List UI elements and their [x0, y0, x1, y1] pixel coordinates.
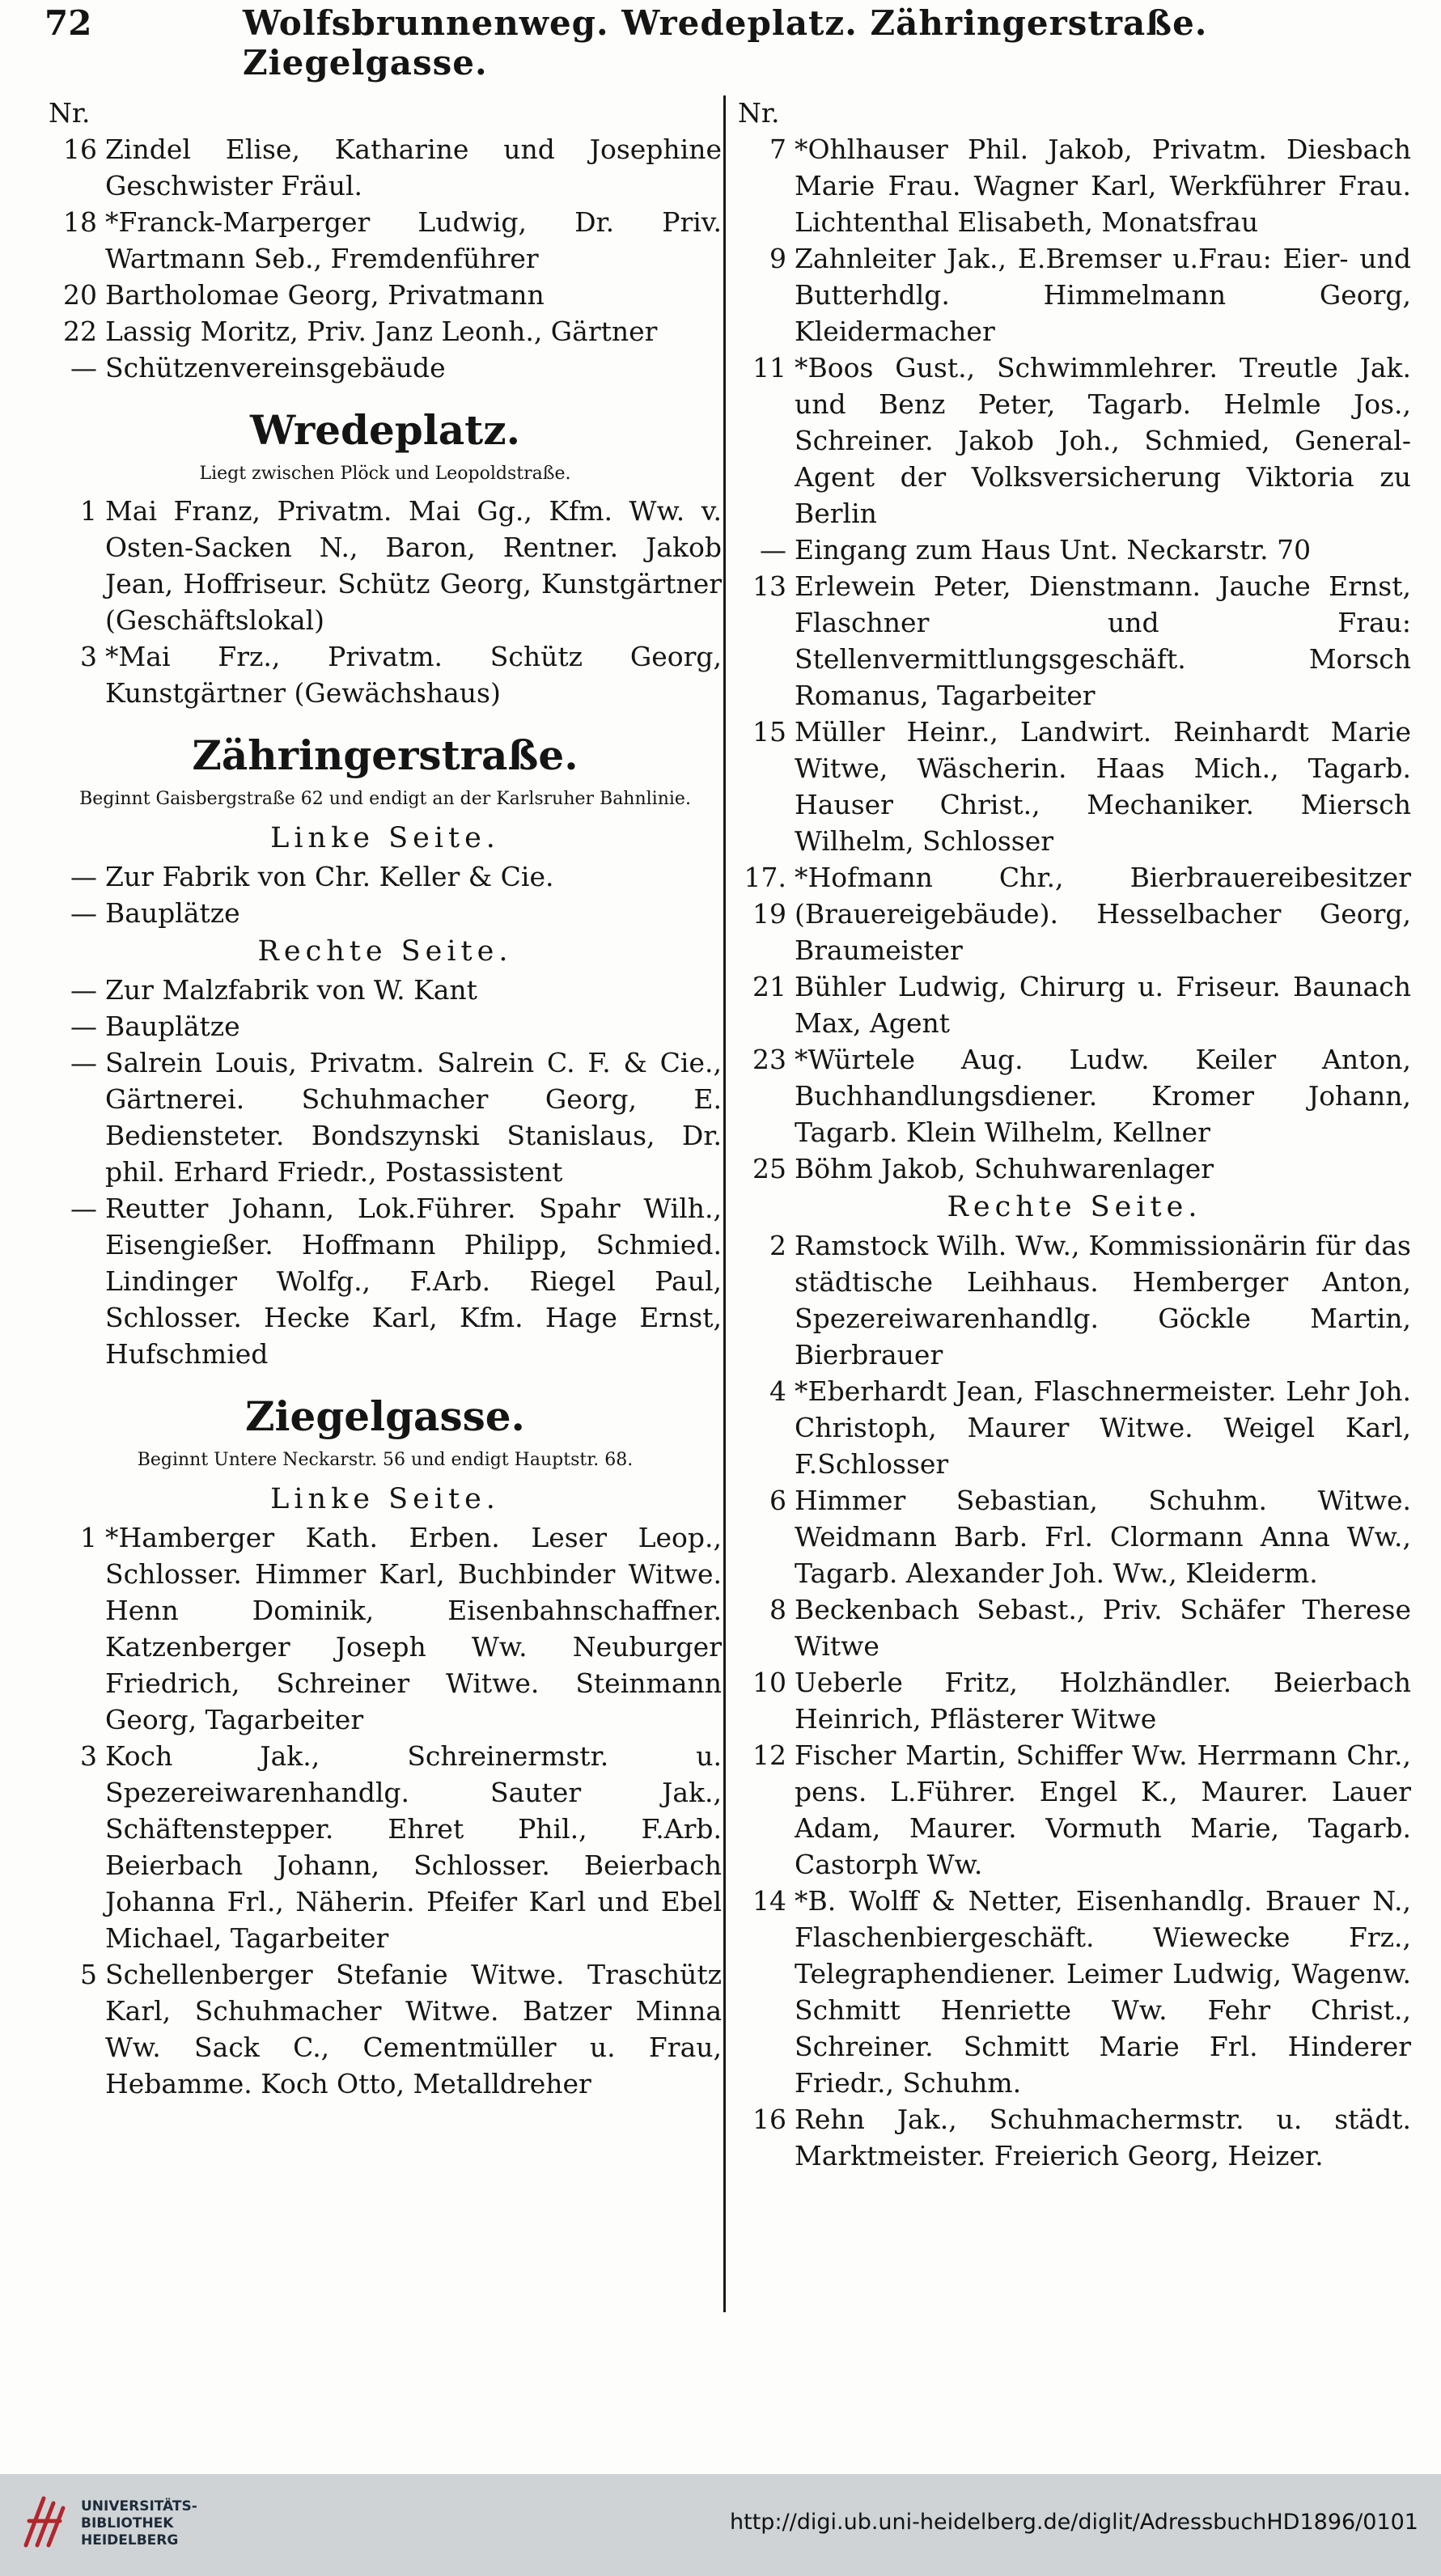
- entry-text: Beckenbach Sebast., Priv. Schäfer Therese Witwe: [795, 1594, 1411, 1662]
- directory-entry: [49, 972, 722, 1008]
- street-heading: Zähringerstraße.: [192, 731, 579, 779]
- page-header: [0, 0, 1441, 83]
- side-label: Rechte Seite.: [947, 1191, 1202, 1223]
- house-number: —: [760, 534, 786, 566]
- directory-entry: [738, 1737, 1411, 1883]
- directory-entry: [49, 350, 722, 386]
- house-number: 7: [769, 133, 786, 165]
- house-number: —: [70, 861, 97, 892]
- entry-text: *Ohlhauser Phil. Jakob, Privatm. Diesbach Marie Frau. Wagner Karl, Werkführer Frau. Lichtenthal Elisabeth, Monatsfrau: [795, 133, 1411, 238]
- side-label: Linke Seite.: [270, 822, 500, 854]
- house-number: 4: [769, 1375, 786, 1407]
- column-divider: [723, 95, 726, 2312]
- house-number: 2: [769, 1230, 786, 1261]
- house-number: 3: [80, 641, 97, 672]
- house-number: 3: [80, 1740, 97, 1772]
- house-number: 23: [752, 1044, 786, 1075]
- entry-text: Rehn Jak., Schuhmachermstr. u. städt. Marktmeister. Freierich Georg, Heizer.: [795, 2104, 1411, 2171]
- entry-text: Bühler Ludwig, Chirurg u. Friseur. Baunach Max, Agent: [795, 971, 1411, 1039]
- house-number: 1: [80, 1522, 97, 1553]
- house-number: —: [70, 974, 97, 1006]
- house-number: 16: [752, 2104, 786, 2135]
- house-number: 9: [769, 243, 786, 274]
- side-label: Rechte Seite.: [257, 935, 513, 968]
- number-column-header: Nr.: [49, 97, 91, 129]
- right-column: [738, 95, 1411, 2174]
- entry-text: *Boos Gust., Schwimmlehrer. Treutle Jak. und Benz Peter, Tagarb. Helmle Jos., Schreiner. Jakob Joh., Schmied, General-Agent der Volksversicherung Viktoria zu Berlin: [795, 352, 1411, 529]
- directory-entry: [738, 532, 1411, 568]
- entry-text: Reutter Johann, Lok.Führer. Spahr Wilh., Eisengießer. Hoffmann Philipp, Schmied. Lindinger Wolfg., F.Arb. Riegel Paul, Schlosser. Hecke Karl, Kfm. Hage Ernst, Hufschmied: [105, 1193, 722, 1370]
- entry-text: Zindel Elise, Katharine und Josephine Geschwister Fräul.: [105, 133, 722, 201]
- directory-entry: [738, 968, 1411, 1041]
- running-title: Wolfsbrunnenweg. Wredeplatz. Zähringerstraße. Ziegelgasse.: [243, 3, 1208, 83]
- house-number: 13: [752, 570, 786, 602]
- directory-entry: [49, 895, 722, 931]
- house-number: 1: [80, 495, 97, 527]
- entry-text: Ramstock Wilh. Ww., Kommissionärin für das städtische Leihhaus. Hemberger Anton, Spezereiwarenhandlg. Göckle Martin, Bierbrauer: [795, 1230, 1411, 1371]
- directory-entry: [49, 1044, 722, 1190]
- entry-text: *Hamberger Kath. Erben. Leser Leop., Schlosser. Himmer Karl, Buchbinder Witwe. Henn Dominik, Eisenbahnschaffner. Katzenberger Joseph Ww. Neuburger Friedrich, Schreiner Witwe. Steinmann Georg, Tagarbeiter: [105, 1522, 722, 1735]
- house-number: 6: [769, 1485, 786, 1516]
- house-number: 17. 19: [744, 862, 786, 930]
- house-number: 11: [752, 352, 786, 383]
- entry-text: Koch Jak., Schreinermstr. u. Spezereiwarenhandlg. Sauter Jak., Schäftenstepper. Ehret Phil., F.Arb. Beierbach Johann, Schlosser. Beierbach Johanna Frl., Näherin. Pfeifer Karl und Ebel Michael, Tagarbeiter: [105, 1740, 722, 1954]
- directory-entry: [49, 858, 722, 895]
- directory-entry: [49, 204, 722, 277]
- directory-entry: [738, 131, 1411, 240]
- entry-text: Erlewein Peter, Dienstmann. Jauche Ernst, Flaschner und Frau: Stellenvermittlungsgeschäft. Morsch Romanus, Tagarbeiter: [795, 570, 1411, 711]
- directory-entry: [49, 1190, 722, 1372]
- directory-entry: [738, 1883, 1411, 2101]
- house-number: 8: [769, 1594, 786, 1625]
- house-number: —: [70, 352, 97, 383]
- entry-text: Bauplätze: [105, 897, 240, 929]
- entry-text: *Würtele Aug. Ludw. Keiler Anton, Buchhandlungsdiener. Kromer Johann, Tagarb. Klein Wilhelm, Kellner: [795, 1044, 1411, 1148]
- library-name-line2: BIBLIOTHEK: [81, 2515, 174, 2532]
- entry-text: Zur Fabrik von Chr. Keller & Cie.: [105, 861, 554, 892]
- entry-text: *Franck-Marperger Ludwig, Dr. Priv. Wartmann Seb., Fremdenführer: [105, 206, 722, 274]
- entry-text: *Eberhardt Jean, Flaschnermeister. Lehr Joh. Christoph, Maurer Witwe. Weigel Karl, F.Schlosser: [795, 1375, 1411, 1480]
- house-number: 10: [752, 1667, 786, 1698]
- directory-entry: [49, 313, 722, 350]
- house-number: 15: [752, 716, 786, 748]
- entry-text: Fischer Martin, Schiffer Ww. Herrmann Chr., pens. L.Führer. Engel K., Maurer. Lauer Adam, Maurer. Vormuth Marie, Tagarb. Castorph Ww.: [795, 1739, 1411, 1880]
- directory-entry: [738, 240, 1411, 350]
- house-number: —: [70, 897, 97, 929]
- house-number: —: [70, 1193, 97, 1224]
- entry-text: *Hofmann Chr., Bierbrauereibesitzer (Brauereigebäude). Hesselbacher Georg, Braumeister: [795, 862, 1411, 966]
- directory-entry: [738, 1150, 1411, 1187]
- number-column-header: Nr.: [738, 97, 780, 129]
- entry-text: Ueberle Fritz, Holzhändler. Beierbach Heinrich, Pflästerer Witwe: [795, 1667, 1411, 1735]
- directory-entry: [738, 1482, 1411, 1591]
- page-number: 72: [45, 3, 92, 43]
- footer-bar: [0, 2474, 1441, 2576]
- entry-text: *Mai Frz., Privatm. Schütz Georg, Kunstgärtner (Gewächshaus): [105, 641, 722, 709]
- street-note: Liegt zwischen Plöck und Leopoldstraße.: [199, 464, 571, 484]
- library-name-line3: HEIDELBERG: [81, 2532, 179, 2548]
- directory-entry: [738, 1664, 1411, 1737]
- entry-text: *B. Wolff & Netter, Eisenhandlg. Brauer N., Flaschenbiergeschäft. Wiewecke Frz., Telegraphendiener. Leimer Ludwig, Wagenw. Schmitt Henriette Ww. Fehr Christ., Schreiner. Schmitt Marie Frl. Hinderer Friedr., Schuhm.: [795, 1885, 1411, 2099]
- directory-entry: [49, 493, 722, 638]
- house-number: —: [70, 1047, 97, 1078]
- house-number: 18: [63, 206, 97, 238]
- street-heading: Ziegelgasse.: [245, 1392, 525, 1440]
- entry-text: Zahnleiter Jak., E.Bremser u.Frau: Eier- und Butterhdlg. Himmelmann Georg, Kleidermacher: [795, 243, 1411, 347]
- directory-entry: [738, 568, 1411, 714]
- entry-text: Bauplätze: [105, 1010, 240, 1042]
- side-label: Linke Seite.: [270, 1483, 500, 1515]
- house-number: 25: [752, 1153, 786, 1184]
- directory-entry: [738, 859, 1411, 968]
- directory-entry: [49, 1738, 722, 1956]
- library-name-line1: UNIVERSITÄTS-: [81, 2498, 197, 2515]
- library-name: [81, 2498, 197, 2549]
- directory-entry: [49, 277, 722, 313]
- source-url-link[interactable]: http://digi.ub.uni-heidelberg.de/diglit/AdressbuchHD1896/0101: [730, 2510, 1418, 2535]
- house-number: 14: [752, 1885, 786, 1917]
- directory-entry: [738, 714, 1411, 859]
- directory-entry: [738, 1227, 1411, 1373]
- entry-text: Böhm Jakob, Schuhwarenlager: [795, 1153, 1214, 1184]
- university-logo-icon: [21, 2492, 68, 2550]
- directory-entry: [49, 1008, 722, 1044]
- directory-entry: [49, 1519, 722, 1738]
- directory-entry: [49, 131, 722, 204]
- directory-entry: [49, 638, 722, 711]
- entry-text: Eingang zum Haus Unt. Neckarstr. 70: [795, 534, 1312, 566]
- house-number: 16: [63, 133, 97, 165]
- entry-text: Salrein Louis, Privatm. Salrein C. F. & Cie., Gärtnerei. Schuhmacher Georg, E. Bediensteter. Bondszynski Stanislaus, Dr. phil. Erhard Friedr., Postassistent: [105, 1047, 722, 1188]
- entry-text: Lassig Moritz, Priv. Janz Leonh., Gärtner: [105, 316, 658, 347]
- left-column: [49, 95, 722, 2102]
- entry-text: Bartholomae Georg, Privatmann: [105, 279, 545, 311]
- street-heading: Wredeplatz.: [249, 406, 521, 454]
- entry-text: Müller Heinr., Landwirt. Reinhardt Marie Witwe, Wäscherin. Haas Mich., Tagarb. Hauser Christ., Mechaniker. Miersch Wilhelm, Schlosser: [795, 716, 1411, 857]
- entry-text: Mai Franz, Privatm. Mai Gg., Kfm. Ww. v. Osten-Sacken N., Baron, Rentner. Jakob Jean, Hoffriseur. Schütz Georg, Kunstgärtner (Geschäftslokal): [105, 495, 722, 636]
- house-number: 22: [63, 316, 97, 347]
- house-number: 21: [752, 971, 786, 1002]
- entry-text: Zur Malzfabrik von W. Kant: [105, 974, 477, 1006]
- house-number: —: [70, 1010, 97, 1042]
- house-number: 5: [80, 1959, 97, 1990]
- house-number: 12: [752, 1739, 786, 1771]
- house-number: 20: [63, 279, 97, 311]
- directory-entry: [738, 2101, 1411, 2174]
- entry-text: Schützenvereinsgebäude: [105, 352, 446, 383]
- street-note: Beginnt Untere Neckarstr. 56 und endigt Hauptstr. 68.: [137, 1450, 634, 1470]
- entry-text: Schellenberger Stefanie Witwe. Traschütz Karl, Schuhmacher Witwe. Batzer Minna Ww. Sack C., Cementmüller u. Frau, Hebamme. Koch Otto, Metalldreher: [105, 1959, 722, 2099]
- directory-entry: [738, 1591, 1411, 1664]
- entry-text: Himmer Sebastian, Schuhm. Witwe. Weidmann Barb. Frl. Clormann Anna Ww., Tagarb. Alexander Joh. Ww., Kleiderm.: [795, 1485, 1411, 1589]
- directory-entry: [738, 1373, 1411, 1482]
- street-note: Beginnt Gaisbergstraße 62 und endigt an der Karlsruher Bahnlinie.: [79, 789, 691, 809]
- directory-entry: [49, 1956, 722, 2102]
- directory-entry: [738, 350, 1411, 532]
- directory-entry: [738, 1041, 1411, 1150]
